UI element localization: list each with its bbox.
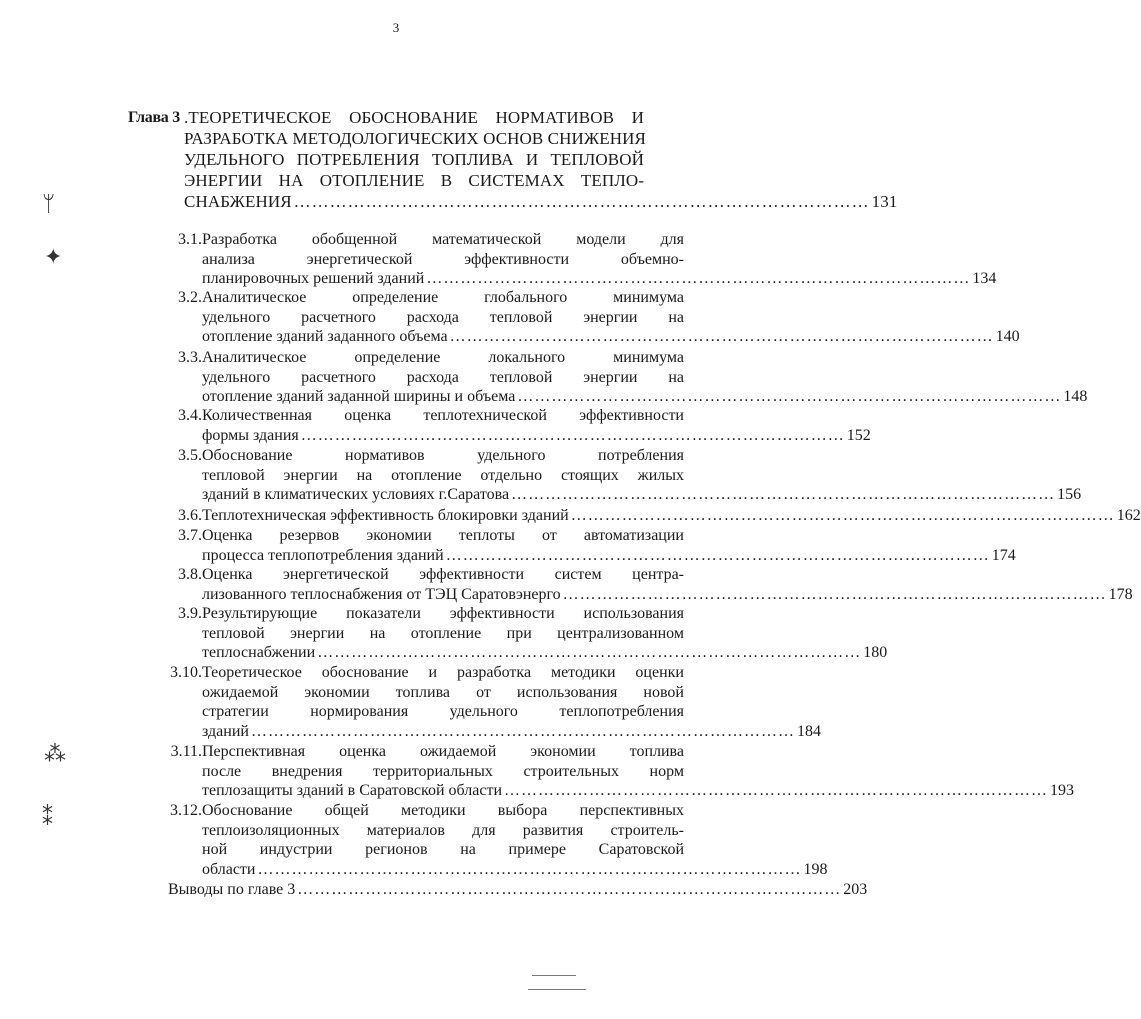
toc-entry-line: Оценка энергетической эффективности систем центра- (202, 566, 684, 583)
toc-entry-line: удельного расчетного расхода тепловой энергии на (202, 308, 684, 326)
toc-entry-page: 148 (1063, 388, 1088, 406)
toc-entry-line: тепловой энергии на отопление при централизованном (202, 624, 684, 642)
toc-entry-page: 178 (1108, 585, 1133, 603)
toc-entry-text: теплоснабжении (202, 644, 316, 662)
chapter-title-line: УДЕЛЬНОГО ПОТРЕБЛЕНИЯ ТОПЛИВА И ТЕПЛОВОЙ (184, 150, 644, 169)
toc-entry-last-line (202, 860, 828, 880)
leader-dots: …………………………………………………………………………………… (250, 722, 795, 740)
toc-entry-page: 140 (995, 328, 1020, 346)
chapter-title-last-line (184, 191, 898, 212)
toc-entry-line: тепловой энергии на отопление отдельно стоящих жилых (202, 466, 684, 484)
toc-entry-last-line (202, 387, 1088, 407)
toc-entry-line: удельного расчетного расхода тепловой энергии на (202, 368, 684, 386)
toc-entry-line: ной индустрии регионов на примере Саратовской (202, 841, 684, 859)
toc-entry-page: 156 (1057, 486, 1082, 504)
leader-dots: …………………………………………………………………………………… (257, 860, 802, 878)
toc-entry-line: ожидаемой экономии топлива от использования новой (202, 683, 684, 701)
chapter-title (184, 107, 898, 212)
leader-dots: …………………………………………………………………………………… (297, 881, 842, 898)
toc-entry-line: стратегии нормирования удельного теплопотребления (202, 703, 684, 721)
conclusions-label: Выводы по главе 3 (168, 881, 296, 898)
toc-entry-page: 134 (972, 270, 997, 288)
toc-entry-line: Обоснование общей методики выбора перспективных (202, 802, 684, 819)
toc-entry-line: анализа энергетической эффективности объемно- (202, 250, 684, 268)
chapter-page: 131 (871, 192, 898, 211)
toc-entry-text: зданий в климатических условиях г.Саратова (202, 486, 510, 504)
leader-dots: …………………………………………………………………………………… (426, 270, 971, 288)
leader-dots: …………………………………………………………………………………… (517, 388, 1062, 406)
leader-dots: …………………………………………………………………………………… (562, 585, 1107, 603)
toc-entry-number: 3.10. (170, 664, 202, 681)
toc-entry-number: 3.12. (170, 802, 202, 819)
toc-entry-text: теплозащиты зданий в Саратовской области (202, 782, 503, 800)
leader-dots: …………………………………………………………………………………… (300, 426, 845, 444)
toc-entry-line: Обоснование нормативов удельного потребления (202, 447, 684, 464)
toc-entry-last-line (202, 426, 871, 446)
toc-entry-page: 184 (796, 722, 821, 740)
toc-entry-text: отопление зданий заданной ширины и объема (202, 388, 516, 406)
toc-entry-last-line (202, 327, 1020, 347)
toc-entry-text: области (202, 860, 256, 878)
toc-entry-page: 180 (863, 644, 888, 662)
toc-entry-page: 193 (1050, 782, 1075, 800)
toc-entry-number: 3.6. (178, 507, 202, 524)
toc-entry-number: 3.4. (178, 407, 202, 424)
footer-rule (532, 975, 576, 976)
leader-dots: …………………………………………………………………………………… (511, 486, 1056, 504)
toc-entry-number: 3.8. (178, 566, 202, 583)
conclusions-page: 203 (843, 881, 868, 898)
toc-entry-line: Аналитическое определение глобального минимума (202, 289, 684, 306)
chapter-title-line: ЭНЕРГИИ НА ОТОПЛЕНИЕ В СИСТЕМАХ ТЕПЛО- (184, 171, 644, 190)
toc-entry-page: 174 (991, 546, 1016, 564)
page-number: 3 (392, 20, 400, 35)
margin-mark: ⁂ (44, 742, 66, 767)
toc-entry-line: Перспективная оценка ожидаемой экономии топлива (202, 743, 684, 760)
toc-entry-line: Оценка резервов экономии теплоты от автоматизации (202, 527, 684, 544)
toc-entry-line: Аналитическое определение локального минимума (202, 349, 684, 366)
toc-entry-page: 162 (1116, 507, 1141, 524)
toc-entry-last-line (202, 546, 1016, 566)
chapter-label: Глава 3 (128, 109, 180, 126)
toc-entry-number: 3.5. (178, 447, 202, 464)
leader-dots: …………………………………………………………………………………… (317, 644, 862, 662)
toc-entry-number: 3.7. (178, 527, 202, 544)
toc-entry-text: лизованного теплоснабжения от ТЭЦ Саратовэнерго (202, 585, 561, 603)
toc-entry-text: Теплотехническая эффективность блокировки зданий (202, 507, 569, 524)
toc-entry-line: Результирующие показатели эффективности использования (202, 605, 684, 622)
leader-dots: …………………………………………………………………………………… (293, 192, 870, 211)
leader-dots: …………………………………………………………………………………… (445, 546, 990, 564)
toc-entry-page: 198 (803, 860, 828, 878)
leader-dots: …………………………………………………………………………………… (449, 328, 994, 346)
toc-entry-text: отопление зданий заданного объема (202, 328, 448, 346)
toc-entry-last-line (202, 781, 1075, 801)
toc-entry-number: 3.2. (178, 289, 202, 306)
footer-rule (528, 989, 586, 990)
leader-dots: …………………………………………………………………………………… (504, 782, 1049, 800)
margin-mark: ᛘ (42, 192, 56, 217)
chapter-title-line: РАЗРАБОТКА МЕТОДОЛОГИЧЕСКИХ ОСНОВ СНИЖЕНИЯ (184, 129, 646, 148)
toc-entry-page: 152 (846, 426, 871, 444)
chapter-title-line: .ТЕОРЕТИЧЕСКОЕ ОБОСНОВАНИЕ НОРМАТИВОВ И (184, 108, 644, 127)
toc-entry-line: теплоизоляционных материалов для развития строитель- (202, 821, 684, 839)
toc-entry-text: процесса теплопотребления зданий (202, 546, 444, 564)
toc-entry-number: 3.11. (170, 743, 202, 760)
margin-mark: ✦ (44, 245, 63, 270)
toc-entry-last-line (202, 722, 821, 742)
toc-entry-line: после внедрения территориальных строительных норм (202, 762, 684, 780)
toc-entry-last-line (202, 585, 1133, 605)
toc-entry-last-line (202, 485, 1082, 505)
toc-entry-text: зданий (202, 722, 249, 740)
toc-entry-text: формы здания (202, 426, 299, 444)
toc-entry-number: 3.9. (178, 605, 202, 622)
toc-entry-last-line (202, 643, 888, 663)
toc-entry-number: 3.1. (178, 231, 202, 248)
toc-entry-number: 3.3. (178, 349, 202, 366)
toc-entry-line: Теоретическое обоснование и разработка методики оценки (202, 664, 684, 681)
toc-entry-text: планировочных решений зданий (202, 270, 425, 288)
chapter-title-last: СНАБЖЕНИЯ (184, 192, 292, 211)
leader-dots: …………………………………………………………………………………… (570, 507, 1115, 524)
toc-entry-last-line (202, 269, 997, 289)
toc-entry-line: Разработка обобщенной математической модели для (202, 231, 684, 248)
margin-mark: ⁑ (42, 806, 53, 831)
toc-entry-last-line (202, 506, 1141, 526)
conclusions-entry[interactable] (168, 880, 868, 900)
chapter-heading (128, 107, 898, 212)
toc-entry-line: Количественная оценка теплотехнической эффективности (202, 407, 684, 424)
